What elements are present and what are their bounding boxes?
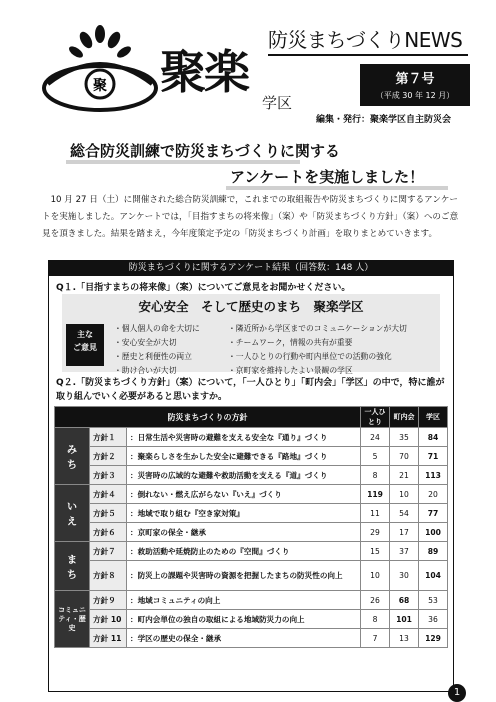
table-row (55, 523, 448, 542)
vision-statement: 安心安全 そして歴史のまち 聚楽学区 (138, 299, 364, 314)
opinion-item: ・ 助け合いが大切 (114, 364, 200, 378)
policy-text: ：町内会単位の独自の取組による地域防災力の向上 (127, 610, 361, 629)
policy-count: 24 (361, 428, 390, 447)
group-label: コミュニティ・歴史 (55, 591, 90, 648)
emblem-glyph: 聚 (93, 78, 107, 94)
policy-count: 15 (361, 542, 390, 561)
policy-name: 方針 10 (90, 610, 127, 629)
policy-count: 8 (361, 610, 390, 629)
policy-name: 方針 11 (90, 629, 127, 648)
policy-count: 7 (361, 629, 390, 648)
headline-line-1: 総合防災訓練で防災まちづくりに関する (70, 142, 340, 160)
policy-count: 13 (390, 629, 419, 648)
policy-count: 53 (419, 591, 448, 610)
policy-count: 29 (361, 523, 390, 542)
policy-name: 方針４ (90, 485, 127, 504)
policy-count: 71 (419, 447, 448, 466)
lead-paragraph: 10 月 27 日（土）に開催された総合防災訓練で，これまでの取組報告や防災まちづくりに関するアンケートを実施しました。アンケートでは，「目指すまちの将来像」（案）や「防災まちづくり方針」（案）へのご意見を頂きました。結果を踏まえ，今年度策定予定の「防災まちづくり計画」を取りまとめていきます。 (42, 195, 459, 239)
policy-count: 119 (361, 485, 390, 504)
policy-count: 30 (390, 561, 419, 591)
policy-count: 10 (390, 485, 419, 504)
policy-text: ：防災上の課題や災害時の資源を把握したまちの防災性の向上 (127, 561, 361, 591)
policy-count: 84 (419, 428, 448, 447)
chrysanthemum-emblem-icon (40, 22, 160, 114)
policy-table (54, 406, 448, 648)
policy-name: 方針９ (90, 591, 127, 610)
table-row (55, 591, 448, 610)
header-rule (268, 54, 468, 56)
opinion-label-line-2: ご意見 (73, 343, 97, 352)
policy-count: 101 (390, 610, 419, 629)
policy-text: ：救助活動や延焼防止のための『空間』づくり (127, 542, 361, 561)
survey-title: 防災まちづくりに関するアンケート結果（回答数：148 人） (48, 260, 454, 276)
group-label: み ち (55, 428, 90, 485)
policy-count: 104 (419, 561, 448, 591)
policy-count: 89 (419, 542, 448, 561)
table-row (55, 428, 448, 447)
policy-text: ：聚楽らしさを生かした安全に避難できる『路地』づくり (127, 447, 361, 466)
opinion-item: ・ チームワーク，情報の共有が重要 (228, 336, 407, 350)
policy-name: 方針２ (90, 447, 127, 466)
policy-name: 方針３ (90, 466, 127, 485)
table-row (55, 504, 448, 523)
col-header-individual: 一人ひとり (361, 407, 390, 428)
policy-count: 129 (419, 629, 448, 648)
policy-count: 113 (419, 466, 448, 485)
policy-count: 35 (390, 428, 419, 447)
opinions-right (228, 322, 407, 378)
policy-name: 方針５ (90, 504, 127, 523)
opinion-item: ・ 個人個人の命を大切に (114, 322, 200, 336)
issue-date: （平成 30 年 12 月） (375, 91, 455, 100)
opinion-item: ・ 安心安全が大切 (114, 336, 200, 350)
opinion-item: ・ 隣近所から学区までのコミュニケーションが大切 (228, 322, 407, 336)
opinion-item: ・ 歴史と利便性の両立 (114, 350, 200, 364)
table-row (55, 561, 448, 591)
policy-count: 54 (390, 504, 419, 523)
policy-count: 8 (361, 466, 390, 485)
policy-name: 方針６ (90, 523, 127, 542)
policy-text: ：京町家の保全・継承 (127, 523, 361, 542)
policy-name: 方針１ (90, 428, 127, 447)
opinion-item: ・ 一人ひとりの行動や町内単位での活動の強化 (228, 350, 407, 364)
editor-line: 編集・発行：聚楽学区自主防災会 (316, 115, 452, 125)
question-2: Q２.「防災まちづくり方針」（案）について，「一人ひとり」「町内会」「学区」の中で，特に誰が取り組んでいく必要があると思いますか。 (56, 378, 445, 402)
opinion-label (66, 324, 104, 366)
opinions-left (114, 322, 200, 378)
opinion-label-line-1: 主な (77, 330, 93, 339)
policy-count: 10 (361, 561, 390, 591)
table-row (55, 542, 448, 561)
policy-count: 21 (390, 466, 419, 485)
policy-table-body (55, 428, 448, 648)
policy-count: 37 (390, 542, 419, 561)
group-label: い え (55, 485, 90, 542)
policy-count: 36 (419, 610, 448, 629)
table-header-policy: 防災まちづくりの方針 (55, 407, 361, 428)
policy-count: 68 (390, 591, 419, 610)
logo-suffix: 学区 (262, 94, 293, 112)
table-row (55, 629, 448, 648)
table-row (55, 485, 448, 504)
col-header-neighborhood: 町内会 (390, 407, 419, 428)
policy-count: 77 (419, 504, 448, 523)
col-header-district: 学区 (419, 407, 448, 428)
table-row (55, 466, 448, 485)
policy-name: 方針８ (90, 561, 127, 591)
policy-count: 17 (390, 523, 419, 542)
logo-text: 聚楽 (160, 45, 248, 99)
issue-number: 第７号 (395, 72, 435, 87)
policy-count: 100 (419, 523, 448, 542)
issue-box (360, 64, 470, 106)
policy-count: 20 (419, 485, 448, 504)
question-1: Q１.「目指すまちの将来像」（案）についてご意見をお聞かせください。 (56, 283, 351, 293)
policy-count: 5 (361, 447, 390, 466)
table-row (55, 610, 448, 629)
policy-text: ：地域コミュニティの向上 (127, 591, 361, 610)
policy-count: 11 (361, 504, 390, 523)
policy-text: ：学区の歴史の保全・継承 (127, 629, 361, 648)
headline-line-2: アンケートを実施しました！ (230, 168, 425, 186)
opinion-item: ・ 京町家を維持したよい景観の学区 (228, 364, 407, 378)
policy-text: ：地域で取り組む『空き家対策』 (127, 504, 361, 523)
news-title: 防災まちづくりNEWS (268, 28, 463, 52)
policy-text: ：災害時の広域的な避難や救助活動を支える『道』づくり (127, 466, 361, 485)
policy-text: ：倒れない・燃え広がらない『いえ』づくり (127, 485, 361, 504)
policy-name: 方針７ (90, 542, 127, 561)
group-label: ま ち (55, 542, 90, 591)
page-number: 1 (448, 684, 466, 702)
policy-count: 70 (390, 447, 419, 466)
table-row (55, 447, 448, 466)
policy-text: ：日常生活や災害時の避難を支える安全な『通り』づくり (127, 428, 361, 447)
policy-count: 26 (361, 591, 390, 610)
